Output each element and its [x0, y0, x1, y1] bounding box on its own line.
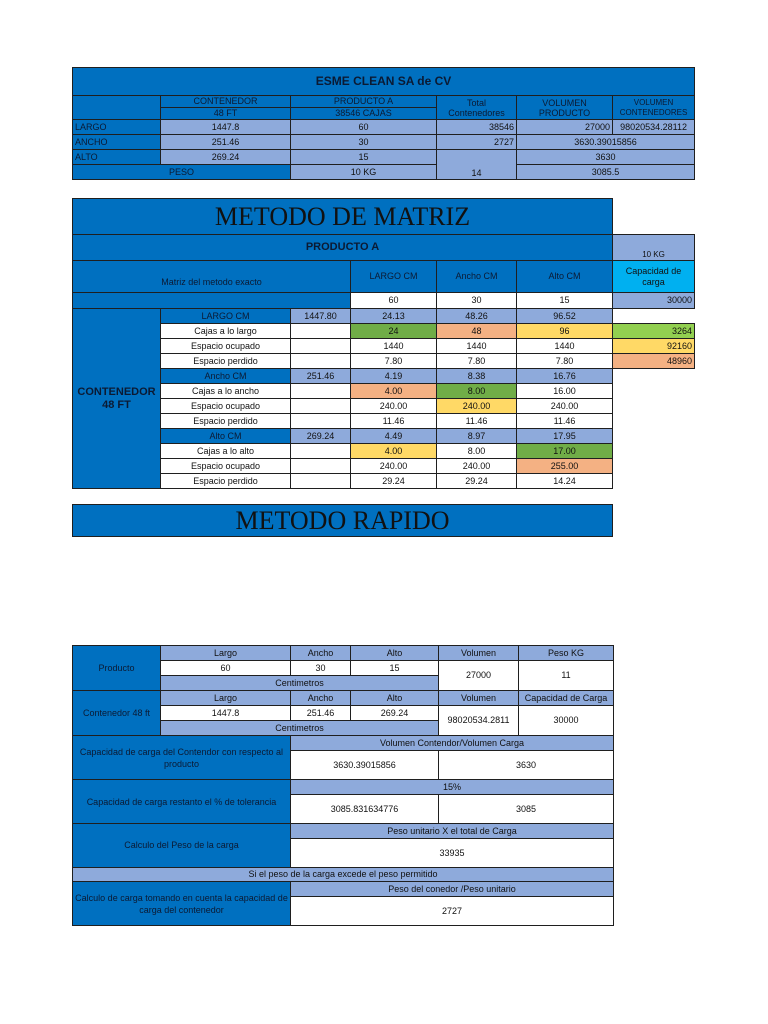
largo-ocupado-c1: 1440	[437, 339, 517, 354]
merged-ancho: 3630.39015856	[517, 135, 695, 150]
matriz-label: Matriz del metodo exacto	[73, 261, 351, 293]
alto-cajas-c2: 17.00	[517, 444, 613, 459]
matriz-capacidad-val: 30000	[613, 293, 695, 309]
alto-hdr-c1: 8.97	[437, 429, 517, 444]
matriz-weight: 10 KG	[613, 235, 695, 261]
prod-alto: 15	[291, 150, 437, 165]
ancho-row-label: Cajas a lo ancho	[161, 384, 291, 399]
producto-label: Producto	[73, 646, 161, 691]
contenedor-label: CONTENEDOR 48 FT	[73, 309, 161, 489]
row-label-peso: PESO	[73, 165, 291, 180]
alto-hdr-c2: 17.95	[517, 429, 613, 444]
largo-ocupado-c0: 1440	[351, 339, 437, 354]
matriz-val-ancho: 30	[437, 293, 517, 309]
ancho-cajas-c2: 16.00	[517, 384, 613, 399]
col-alto: Alto	[351, 691, 439, 706]
prod-peso: 10 KG	[291, 165, 437, 180]
prod-largo: 60	[291, 120, 437, 135]
row-label-ancho: ANCHO	[73, 135, 161, 150]
col-volumen: Volumen	[439, 691, 519, 706]
alto-ocupado-c1: 240.00	[437, 459, 517, 474]
matriz-val-largo: 60	[351, 293, 437, 309]
cap-tol-hdr: 15%	[291, 780, 614, 795]
rapido-title-table	[72, 504, 613, 537]
alto-cajas-c0: 4.00	[351, 444, 437, 459]
producto-alto: 15	[351, 661, 439, 676]
largo-perdido-c2: 7.80	[517, 354, 613, 369]
rapido-title: METODO RAPIDO	[73, 505, 613, 537]
ancho-cajas-c1: 8.00	[437, 384, 517, 399]
merged-alto: 3630	[517, 150, 695, 165]
total-largo: 38546	[437, 120, 517, 135]
largo-perdido-c1: 7.80	[437, 354, 517, 369]
producto-label: PRODUCTO A	[291, 96, 437, 108]
contenedor-ancho: 251.46	[291, 706, 351, 721]
producto-peso: 11	[519, 661, 614, 691]
excede-note: Si el peso de la carga excede el peso permitido	[73, 868, 614, 882]
contenedor-volumen: 98020534.2811	[439, 706, 519, 736]
cap-prod-label: Capacidad de carga del Contendor con respecto al producto	[73, 736, 291, 780]
calc-hdr: Peso del conedor /Peso unitario	[291, 882, 614, 897]
cap-prod-hdr: Volumen Contendor/Volumen Carga	[291, 736, 614, 751]
ancho-hdr-c1: 8.38	[437, 369, 517, 384]
ancho-hdr-val: 251.46	[291, 369, 351, 384]
col-alto: Alto	[351, 646, 439, 661]
cap-tol-v2: 3085	[439, 795, 614, 824]
matriz-capacidad: Capacidad de carga	[613, 261, 695, 293]
matriz-title: METODO DE MATRIZ	[73, 199, 613, 235]
contenedor-label: CONTENEDOR	[161, 96, 291, 108]
ancho-hdr-c0: 4.19	[351, 369, 437, 384]
ancho-perdido-c2: 11.46	[517, 414, 613, 429]
centimetros-label: Centimetros	[161, 676, 439, 691]
matriz-val-alto: 15	[517, 293, 613, 309]
producto-sub: 38546 CAJAS	[291, 108, 437, 120]
contenedor-sub: 48 FT	[161, 108, 291, 120]
alto-row-label: Cajas a lo alto	[161, 444, 291, 459]
peso-label: Calculo del Peso de la carga	[73, 824, 291, 868]
largo-ocupado-c2: 1440	[517, 339, 613, 354]
largo-perdido-c0: 7.80	[351, 354, 437, 369]
largo-hdr-c0: 24.13	[351, 309, 437, 324]
matriz-producto: PRODUCTO A	[73, 235, 613, 261]
alto-perdido-c2: 14.24	[517, 474, 613, 489]
contenedor-label: Contenedor 48 ft	[73, 691, 161, 736]
vc-largo: 98020534.28112	[613, 120, 695, 135]
alto-hdr-label: Alto CM	[161, 429, 291, 444]
alto-ocupado-c0: 240.00	[351, 459, 437, 474]
col-peso: Peso KG	[519, 646, 614, 661]
largo-row-label: Espacio ocupado	[161, 339, 291, 354]
alto-cajas-c1: 8.00	[437, 444, 517, 459]
matriz-col-ancho: Ancho CM	[437, 261, 517, 293]
matriz-col-largo: LARGO CM	[351, 261, 437, 293]
cap-tol-v1: 3085.831634776	[291, 795, 439, 824]
ancho-row-label: Espacio ocupado	[161, 399, 291, 414]
matriz-table	[72, 198, 695, 489]
largo-cajas-c0: 24	[351, 324, 437, 339]
alto-perdido-c1: 29.24	[437, 474, 517, 489]
cont-ancho: 251.46	[161, 135, 291, 150]
total-contenedores-label: Total Contenedores	[437, 96, 517, 120]
total-peso: 14	[437, 150, 517, 180]
largo-cajas-c1: 48	[437, 324, 517, 339]
largo-hdr-label: LARGO CM	[161, 309, 291, 324]
ancho-hdr-label: Ancho CM	[161, 369, 291, 384]
cap-prod-v1: 3630.39015856	[291, 751, 439, 780]
alto-perdido-c0: 29.24	[351, 474, 437, 489]
peso-hdr: Peso unitario X el total de Carga	[291, 824, 614, 839]
merged-peso: 3085.5	[517, 165, 695, 180]
producto-ancho: 30	[291, 661, 351, 676]
col-volumen: Volumen	[439, 646, 519, 661]
largo-row-label: Cajas a lo largo	[161, 324, 291, 339]
ancho-ocupado-c2: 240.00	[517, 399, 613, 414]
centimetros-label: Centimetros	[161, 721, 439, 736]
ancho-hdr-c2: 16.76	[517, 369, 613, 384]
total-ancho: 2727	[437, 135, 517, 150]
side-val-0: 3264	[613, 324, 695, 339]
producto-largo: 60	[161, 661, 291, 676]
cap-prod-v2: 3630	[439, 751, 614, 780]
producto-volumen: 27000	[439, 661, 519, 691]
cap-tol-label: Capacidad de carga restanto el % de tolerancia	[73, 780, 291, 824]
alto-ocupado-c2: 255.00	[517, 459, 613, 474]
cont-alto: 269.24	[161, 150, 291, 165]
alto-hdr-val: 269.24	[291, 429, 351, 444]
alto-row-label: Espacio ocupado	[161, 459, 291, 474]
contenedor-alto: 269.24	[351, 706, 439, 721]
vp-largo: 27000	[517, 120, 613, 135]
ancho-ocupado-c1: 240.00	[437, 399, 517, 414]
alto-row-label: Espacio perdido	[161, 474, 291, 489]
side-val-1: 92160	[613, 339, 695, 354]
largo-hdr-c2: 96.52	[517, 309, 613, 324]
ancho-ocupado-c0: 240.00	[351, 399, 437, 414]
alto-hdr-c0: 4.49	[351, 429, 437, 444]
largo-hdr-c1: 48.26	[437, 309, 517, 324]
rapido-table	[72, 645, 614, 926]
summary-table	[72, 67, 695, 180]
largo-cajas-c2: 96	[517, 324, 613, 339]
ancho-cajas-c0: 4.00	[351, 384, 437, 399]
col-ancho: Ancho	[291, 691, 351, 706]
volumen-producto-label: VOLUMEN PRODUCTO	[517, 96, 613, 120]
company-title: ESME CLEAN SA de CV	[73, 68, 695, 96]
col-largo: Largo	[161, 691, 291, 706]
peso-val: 33935	[291, 839, 614, 868]
side-val-2: 48960	[613, 354, 695, 369]
largo-hdr-val: 1447.80	[291, 309, 351, 324]
col-largo: Largo	[161, 646, 291, 661]
row-label-alto: ALTO	[73, 150, 161, 165]
prod-ancho: 30	[291, 135, 437, 150]
volumen-contenedores-label: VOLUMEN CONTENEDORES	[613, 96, 695, 120]
calc-val: 2727	[291, 897, 614, 926]
ancho-perdido-c0: 11.46	[351, 414, 437, 429]
row-label-largo: LARGO	[73, 120, 161, 135]
ancho-row-label: Espacio perdido	[161, 414, 291, 429]
matriz-col-alto: Alto CM	[517, 261, 613, 293]
calc-label: Calculo de carga tomando en cuenta la capacidad de carga del contenedor	[73, 882, 291, 926]
contenedor-largo: 1447.8	[161, 706, 291, 721]
ancho-perdido-c1: 11.46	[437, 414, 517, 429]
cont-largo: 1447.8	[161, 120, 291, 135]
col-capacidad: Capacidad de Carga	[519, 691, 614, 706]
contenedor-capacidad: 30000	[519, 706, 614, 736]
col-ancho: Ancho	[291, 646, 351, 661]
largo-row-label: Espacio perdido	[161, 354, 291, 369]
